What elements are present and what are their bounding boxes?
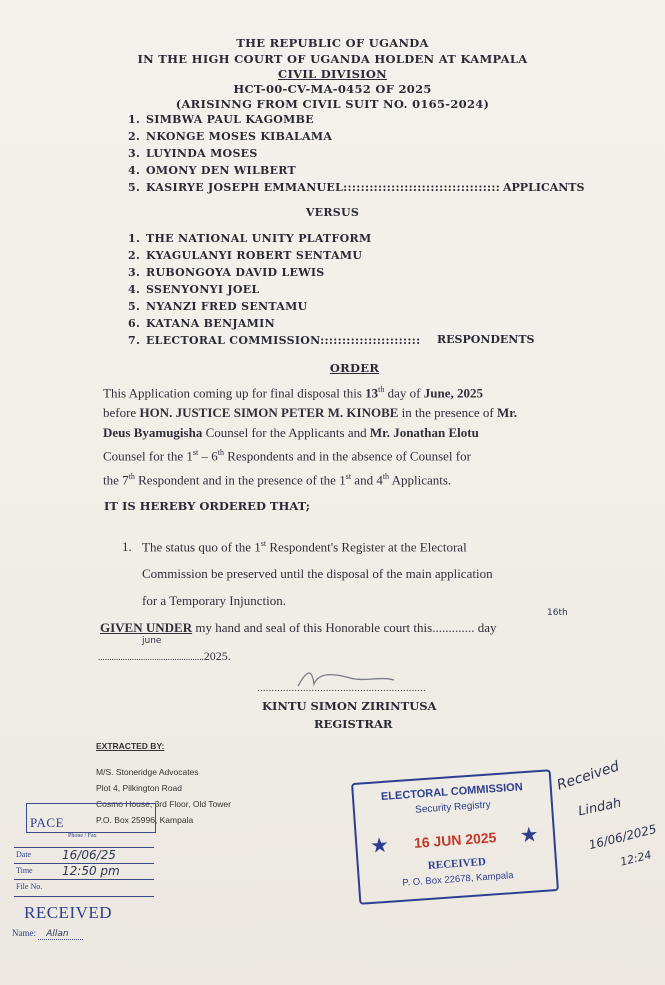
firm-address-1: Plot 4, Pilkington Road (96, 783, 182, 793)
respondent-item: 1. THE NATIONAL UNITY PLATFORM (128, 232, 372, 245)
electoral-commission-stamp (351, 769, 559, 905)
applicant-item: 3. LUYINDA MOSES (128, 147, 258, 160)
respondent-item: 5. NYANZI FRED SENTAMU (128, 300, 308, 313)
star-icon: ★ (520, 824, 538, 846)
versus-label: VERSUS (305, 206, 360, 219)
ec-stamp-date: 16 JUN 2025 (413, 829, 497, 851)
margin-note-received: Received (555, 758, 622, 794)
applicant-item: 2. NKONGE MOSES KIBALAMA (128, 130, 333, 143)
ec-stamp-registry: Security Registry (414, 799, 492, 816)
given-under-line: GIVEN UNDER my hand and seal of this Honorable court this............. day (100, 620, 497, 635)
handwritten-day: 16th (547, 608, 568, 618)
ec-stamp-received: RECEIVED (427, 855, 487, 872)
star-icon: ★ (370, 834, 389, 856)
respondent-item: 3. RUBONGOYA DAVID LEWIS (128, 266, 325, 279)
applicant-item: 4. OMONY DEN WILBERT (128, 164, 297, 177)
arising-from: (ARISINNG FROM CIVIL SUIT NO. 0165-2024) (175, 97, 490, 111)
ec-stamp-title: ELECTORAL COMMISSION (380, 781, 524, 804)
applicant-item: 5. KASIRYE JOSEPH EMMANUEL:::::::::::::::::::::::::::::::::::: (128, 181, 501, 194)
order-item: 1. The status quo of the 1st Respondent's Register at the Electoral Commission be preserved until the disposal of the main application for a Temporary Injunction. (122, 539, 493, 609)
margin-note-name: Lindah (576, 795, 623, 820)
respondent-item: 6. KATANA BENJAMIN (128, 317, 275, 330)
division-heading: CIVIL DIVISION (278, 67, 387, 81)
respondents-label: RESPONDENTS (437, 333, 535, 346)
firm-address-3: P.O. Box 25996, Kampala (96, 815, 194, 825)
pace-time-row: Time 12:50 pm (14, 863, 154, 880)
margin-note-date: 16/06/2025 (587, 821, 658, 853)
pace-received-stamp (12, 803, 154, 939)
order-paragraph: This Application coming up for final disposal this 13th day of June, 2025 before HON. JUSTICE SIMON PETER M. KINOBE in the presence of Mr. Deus Byamugisha Counsel for the Applicants and Mr. Jonathan Elotu Counsel for the 1st – 6th Respondents and in the absence of Counsel for the 7th Respondent and in the presence of the 1st and 4th Applicants. (103, 385, 518, 487)
ordered-heading: IT IS HEREBY ORDERED THAT; (104, 499, 311, 513)
given-date-line: ...............................................2025. (98, 649, 231, 663)
pace-file-row: File No. (14, 879, 154, 897)
respondent-item: 4. SSENYONYI JOEL (128, 283, 260, 296)
handwritten-month: june (142, 636, 162, 646)
pace-subtitle: Phone / Fax (68, 833, 97, 839)
margin-note-time: 12:24 (618, 848, 653, 869)
applicant-item: 1. SIMBWA PAUL KAGOMBE (128, 113, 314, 126)
firm-address-2: Cosmo House, 3rd Floor, Old Tower (96, 799, 231, 809)
pace-received-text: RECEIVED (24, 903, 113, 922)
pace-title: PACE (30, 815, 65, 830)
respondent-item: 7. ELECTORAL COMMISSION::::::::::::::::::::::: (128, 334, 421, 347)
republic-heading: THE REPUBLIC OF UGANDA (236, 36, 429, 50)
signature-line: ........................................................... (257, 684, 426, 694)
order-title: ORDER (329, 361, 380, 375)
pace-date-row: Date 16/06/25 (14, 847, 154, 864)
case-number: HCT-00-CV-MA-0452 OF 2025 (233, 82, 432, 96)
registrar-title: REGISTRAR (314, 717, 393, 731)
pace-name-row: Name: Allan (12, 928, 83, 939)
ec-stamp-box: P. O. Box 22678, Kampala (402, 870, 514, 889)
applicants-label: APPLICANTS (503, 181, 585, 194)
respondent-item: 2. KYAGULANYI ROBERT SENTAMU (128, 249, 363, 262)
court-heading: IN THE HIGH COURT OF UGANDA HOLDEN AT KAMPALA (137, 52, 528, 66)
registrar-name: KINTU SIMON ZIRINTUSA (262, 699, 437, 713)
extracted-by-label: EXTRACTED BY: (96, 741, 165, 751)
firm-name: M/S. Stoneridge Advocates (96, 767, 199, 777)
